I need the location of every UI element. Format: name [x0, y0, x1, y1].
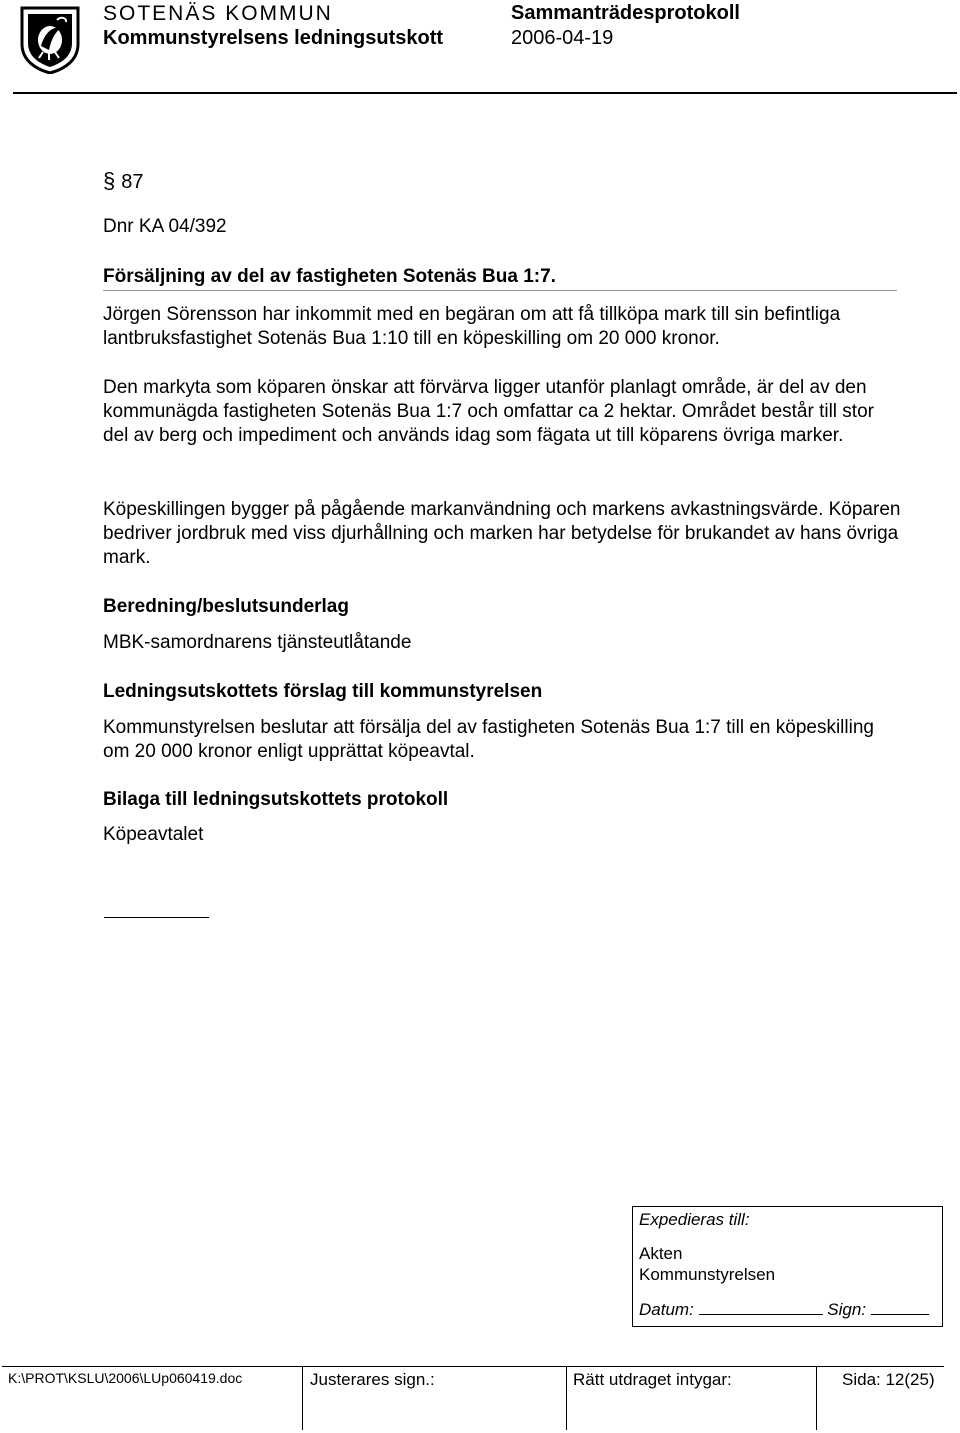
meeting-date: 2006-04-19 [511, 27, 614, 49]
registry-number: Dnr KA 04/392 [103, 216, 227, 237]
beredning-text: MBK-samordnarens tjänsteutlåtande [103, 632, 412, 653]
municipal-logo-icon [19, 6, 81, 74]
committee-name: Kommunstyrelsens ledningsutskott [103, 27, 444, 49]
forslag-text: Kommunstyrelsen beslutar att försälja del av fastigheten Sotenäs Bua 1:7 till en köpeskilling om 20 000 kronor enligt upprättat köpeavtal. [103, 717, 874, 762]
distribution-title: Expedieras till: [639, 1210, 750, 1229]
sign-blank [871, 1300, 929, 1315]
distribution-date-sign-row [639, 1300, 929, 1320]
section-subject: Försäljning av del av fastigheten Sotenäs Bua 1:7. [103, 266, 556, 287]
paragraph-request: Jörgen Sörensson har inkommit med en begäran om att få tillköpa mark till sin befintliga lantbruksfastighet Sotenäs Bua 1:10 till en köpeskilling om 20 000 kronor. [103, 304, 841, 349]
sign-label: Sign: [827, 1300, 867, 1319]
footer-file-path: K:\PROT\KSLU\2006\LUp060419.doc [8, 1370, 243, 1386]
section-number-value: 87 [121, 171, 144, 193]
header-divider [13, 92, 957, 94]
heading-bilaga: Bilaga till ledningsutskottets protokoll [103, 789, 449, 810]
document-type: Sammanträdesprotokoll [511, 2, 740, 24]
heading-beredning: Beredning/beslutsunderlag [103, 596, 349, 617]
footer-page-number: Sida: 12(25) [842, 1370, 935, 1389]
datum-label: Datum: [639, 1300, 694, 1319]
distribution-box [632, 1206, 943, 1327]
section-symbol: § [103, 168, 116, 193]
distribution-recipient: Kommunstyrelsen [639, 1265, 776, 1284]
footer-justeras-sign: Justerares sign.: [310, 1370, 435, 1389]
paragraph-area-description: Den markyta som köparen önskar att förvärva ligger utanför planlagt område, är del av den kommunägda fastigheten Sotenäs Bua 1:7 och omfattar ca 2 hektar. Området består till stor del av berg och impediment och används idag som fägata ut till köparens övriga marker. [103, 377, 874, 446]
datum-blank [699, 1300, 823, 1315]
footer-intygar: Rätt utdraget intygar: [573, 1370, 732, 1389]
end-of-section-rule [104, 917, 209, 918]
paragraph-price-basis: Köpeskillingen bygger på pågående markanvändning och markens avkastningsvärde. Köparen bedriver jordbruk med viss djurhållning och marken har betydelse för brukandet av hans övriga mark. [103, 499, 901, 568]
footer-column-divider [816, 1366, 817, 1430]
section-number [103, 168, 144, 194]
subject-divider [103, 290, 897, 291]
footer-column-divider [566, 1366, 567, 1430]
bilaga-text: Köpeavtalet [103, 824, 204, 845]
municipality-name: SOTENÄS KOMMUN [103, 2, 333, 25]
distribution-recipient: Akten [639, 1244, 683, 1263]
heading-forslag: Ledningsutskottets förslag till kommunstyrelsen [103, 681, 543, 702]
footer-column-divider [302, 1366, 303, 1430]
footer-divider [2, 1366, 944, 1367]
